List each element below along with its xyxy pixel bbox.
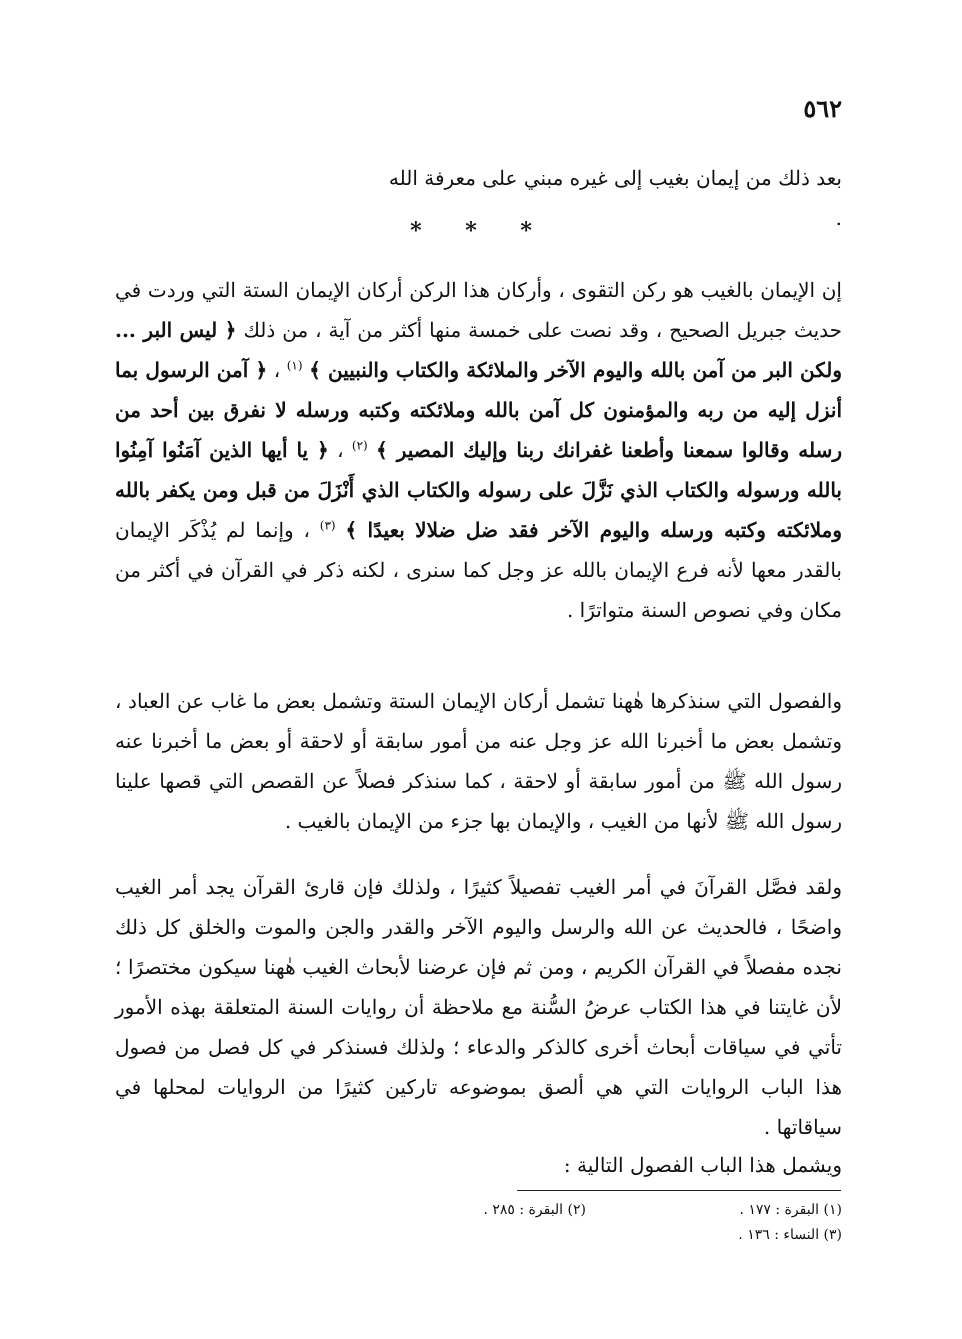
verse-separator: ، [273,358,281,382]
paragraph-chapters-intro: ويشمل هذا الباب الفصول التالية : [563,1153,842,1177]
footnotes [330,1198,842,1248]
footnote-ref-2: (٢) [351,438,368,453]
verse-separator: ، [337,438,344,462]
lead-line: بعد ذلك من إيمان بغيب إلى غيره مبني على معرفة الله . [388,166,842,230]
footnote-ref-1: (١) [286,358,303,373]
footnote-2: (٢) البقرة : ٢٨٥ . [483,1202,586,1218]
paragraph-pillars-of-faith [115,270,842,630]
quran-verse-2: ﴿ آمن الرسول بما أنزل إليه من ربه والمؤمنون كل آمن بالله وملائكته وكتبه ورسله لا نفرق بين أحد من رسله وقالوا سمعنا وأطعنا غفرانك ربنا وإليك المصير ﴾ [115,358,842,462]
page-number: ٥٦٢ [803,94,842,123]
verse-separator: ، [303,518,310,542]
paragraph-closing: وإنما لم يُذْكَر الإيمان بالقدر معها لأنه فرع الإيمان بالله عز وجل كما سنرى ، لكنه ذكر في القرآن في أكثر من مكان وفي نصوص السنة متواترًا . [115,518,842,622]
footnote-ref-3: (٣) [319,518,336,533]
paragraph-chapters-scope: والفصول التي سنذكرها هٰهنا تشمل أركان الإيمان الستة وتشمل بعض ما غاب عن العباد ، وتشمل بعض ما أخبرنا الله عز وجل عنه من أمور سابقة أو لاحقة أو بعض ما أخبرنا عنه رسول الله ﷺ من أمور سابقة أو لاحقة ، كما سنذكر فصلاً عن القصص التي قصها علينا رسول الله ﷺ لأنها من الغيب ، والإيمان بها جزء من الإيمان بالغيب . [115,689,842,833]
section-separator: * * * [410,218,550,244]
quran-verse-3: ﴿ يا أيها الذين آمَنُوا آمِنُوا بالله ورسوله والكتاب الذي نَزَّلَ على رسوله والكتاب الذي أَنْزَلَ من قبل ومن يكفر بالله وملائكته وكتبه ورسله واليوم الآخر فقد ضل ضلالا بعيدًا ﴾ [115,438,843,542]
paragraph-quran-detail: ولقد فصَّل القرآنَ في أمر الغيب تفصيلاً كثيرًا ، ولذلك فإن قارئ القرآن يجد أمر الغيب واضحًا ، فالحديث عن الله والرسل واليوم الآخر والقدر والجن والموت والخلق كل ذلك نجده مفصلاً في القرآن الكريم ، ومن ثم فإن عرضنا لأبحاث الغيب هٰهنا سيكون مختصرًا ؛ لأن غايتنا في هذا الكتاب عرضُ السُّنة مع ملاحظة أن روايات السنة المتعلقة بهذه الأمور تأتي في سياقات أبحاث أخرى كالذكر والدعاء ؛ ولذلك فسنذكر في كل فصل من فصول هذا الباب الروايات التي هي ألصق بموضوعه تاركين كثيرًا من الروايات لمحلها في سياقاتها . [115,875,842,1139]
footnote-1: (١) البقرة : ١٧٧ . [739,1202,842,1218]
footnote-divider [517,1190,841,1191]
paragraph-intro: إن الإيمان بالغيب هو ركن التقوى ، وأركان هذا الركن أركان الإيمان الستة التي وردت في حديث جبريل الصحيح ، وقد نصت على خمسة منها أكثر من آية ، من ذلك [115,278,843,342]
footnote-3: (٣) النساء : ١٣٦ . [738,1227,842,1243]
quran-verse-1: ﴿ ليس البر ... ولكن البر من آمن بالله واليوم الآخر والملائكة والكتاب والنبيين ﴾ [115,318,843,382]
